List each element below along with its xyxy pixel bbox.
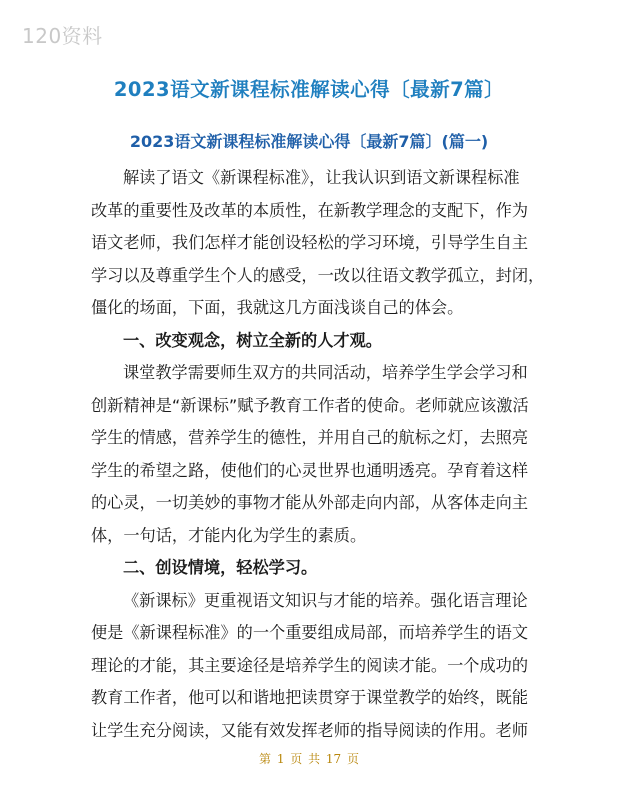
page-number-footer: 第 1 页 共 17 页 — [259, 752, 359, 766]
document-title: 2023语文新课程标准解读心得〔最新7篇〕 — [113, 78, 505, 101]
body-text — [91, 162, 545, 747]
paragraph-line: 创新精神是“新课标”赋予教育工作者的使命。老师就应该激活 — [91, 395, 529, 415]
paragraph-line: 僵化的场面，下面，我就这几方面浅谈自己的体会。 — [91, 298, 464, 317]
paragraph-line: 语文老师，我们怎样才能创设轻松的学习环境，引导学生自主 — [91, 233, 529, 252]
paragraph-line: 解读了语文《新课程标准》，让我认识到语文新课程标准 — [123, 168, 520, 187]
paragraph-line: 理论的才能，其主要途径是培养学生的阅读才能。一个成功的 — [91, 655, 529, 675]
subheading: 二、创设情境，轻松学习。 — [123, 558, 318, 577]
section-title: 2023语文新课程标准解读心得〔最新7篇〕(篇一) — [129, 132, 489, 151]
paragraph-line: 课堂教学需要师生双方的共同活动，培养学生学会学习和 — [123, 363, 528, 382]
paragraph-line: 的心灵，一切美妙的事物才能从外部走向内部，从客体走向主 — [91, 493, 529, 512]
paragraph-line: 便是《新课程标准》的一个重要组成局部，而培养学生的语文 — [91, 623, 529, 642]
paragraph-line: 体，一句话，才能内化为学生的素质。 — [91, 525, 367, 545]
paragraph-line: 让学生充分阅读，又能有效发挥老师的指导阅读的作用。老师 — [91, 720, 529, 740]
paragraph-line: 学习以及尊重学生个人的感受，一改以往语文教学孤立，封闭， — [91, 265, 545, 285]
paragraph-line: 《新课标》更重视语文知识与才能的培养。强化语言理论 — [123, 590, 528, 610]
paragraph-line: 教育工作者，他可以和谐地把读贯穿于课堂教学的始终，既能 — [91, 688, 529, 707]
paragraph-line: 学生的情感，营养学生的德性，并用自己的航标之灯，去照亮 — [91, 428, 529, 447]
paragraph-line: 改革的重要性及改革的本质性，在新教学理念的支配下，作为 — [91, 200, 529, 220]
watermark-logo: 120资料 — [22, 24, 103, 48]
paragraph-line: 学生的希望之路，使他们的心灵世界也通明透亮。孕育着这样 — [91, 460, 529, 480]
subheading: 一、改变观念，树立全新的人才观。 — [123, 330, 382, 350]
